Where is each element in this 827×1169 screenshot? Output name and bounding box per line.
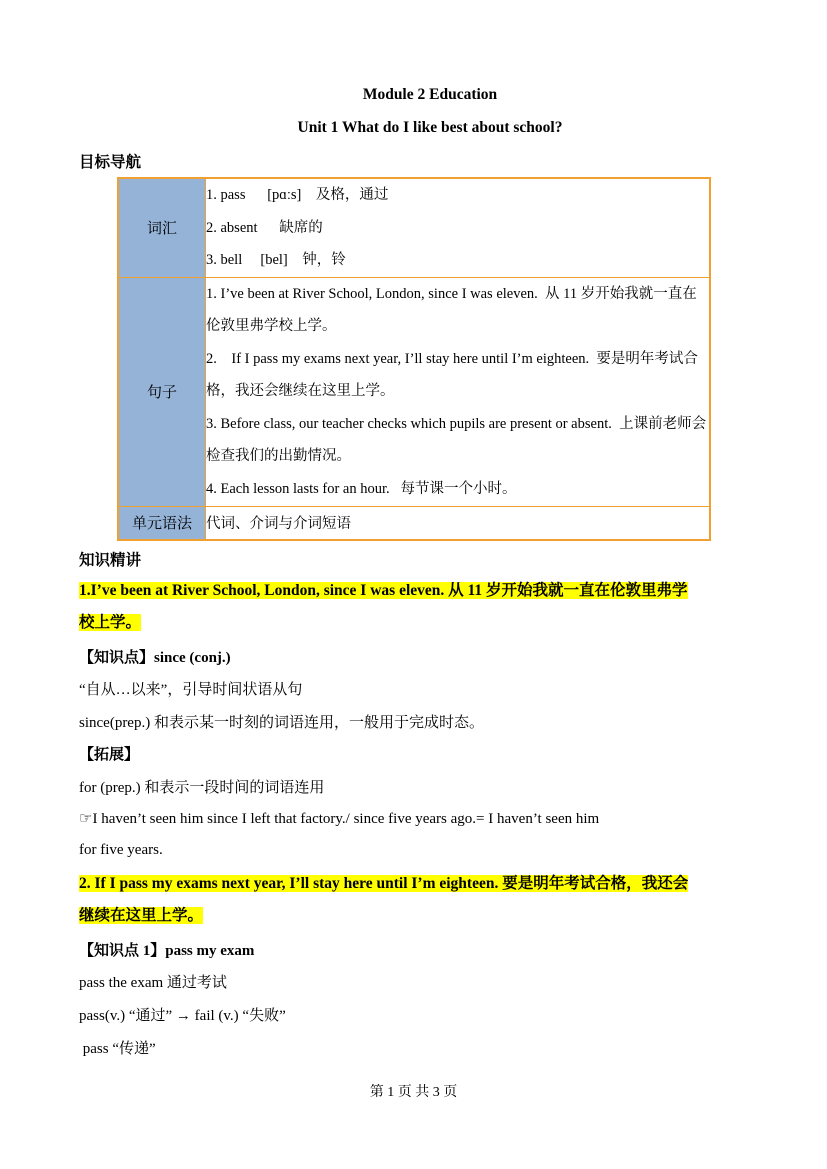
sentence-item: 4. Each lesson lasts for an hour. 每节课一个小时。: [206, 480, 517, 497]
module-title: Module 2 Education: [362, 86, 498, 103]
vocab-item: 3. bell [bel] 钟，铃: [206, 252, 346, 268]
point2-text: pass(v.) “通过” → fail (v.) “失败”: [79, 1008, 286, 1024]
vocab-label: 词汇: [118, 178, 206, 277]
unit-title: Unit 1 What do I like best about school?: [297, 119, 563, 136]
sentence-item: 1. I’ve been at River School, London, since I was eleven. 从 11 岁开始我就一直在伦敦里弗学校上学。: [206, 285, 697, 334]
point2-heading-line1: 2. If I pass my exams next year, I’ll stay here until I’m eighteen. 要是明年考试合格，我还会: [79, 875, 689, 892]
grammar-content: 代词、介词与介词短语: [206, 506, 711, 540]
grammar-label: 单元语法: [118, 506, 206, 540]
point1-example: ☞I haven’t seen him since I left that factory./ since five years ago.= I haven’t seen him: [79, 811, 600, 827]
sentences-row: [118, 277, 710, 506]
sentences-label: 句子: [118, 277, 206, 506]
point1-text: “自从…以来”，引导时间状语从句: [79, 682, 303, 698]
point1-heading-line2: 校上学。: [79, 614, 142, 631]
sentence-item: 2. If I pass my exams next year, I’ll stay here until I’m eighteen. 要是明年考试合格，我还会继续在这里上学。: [206, 350, 698, 399]
vocab-item: 2. absent 缺席的: [206, 219, 323, 236]
page-footer: 第 1 页 共 3 页: [369, 1085, 458, 1100]
vocab-item: 1. pass [pɑːs] 及格，通过: [206, 187, 389, 203]
point2-heading-line2: 继续在这里上学。: [79, 907, 204, 924]
section-goals-heading: 目标导航: [79, 153, 142, 171]
extension-label: 【拓展】: [79, 747, 140, 763]
vocab-row: [118, 178, 710, 277]
point1-heading-line1: 1.I’ve been at River School, London, since I was eleven. 从 11 岁开始我就一直在伦敦里弗学: [79, 582, 688, 599]
section-knowledge-heading: 知识精讲: [79, 551, 142, 569]
sentences-content: [206, 277, 711, 506]
goals-table: [117, 177, 711, 541]
point1-knowledge-label: 【知识点】since (conj.): [79, 650, 231, 666]
point1-text: since(prep.) 和表示某一时刻的词语连用，一般用于完成时态。: [79, 715, 484, 731]
sentence-item: 3. Before class, our teacher checks which pupils are present or absent. 上课前老师会检查我们的出勤情况。: [206, 415, 707, 464]
vocab-content: [206, 178, 711, 277]
point2-text: pass “传递”: [79, 1041, 156, 1057]
grammar-row: [118, 506, 710, 540]
point2-knowledge-label: 【知识点 1】pass my exam: [79, 943, 255, 959]
point1-example: for five years.: [79, 842, 163, 858]
point1-text: for (prep.) 和表示一段时间的词语连用: [79, 780, 325, 796]
point2-text: pass the exam 通过考试: [79, 975, 227, 991]
